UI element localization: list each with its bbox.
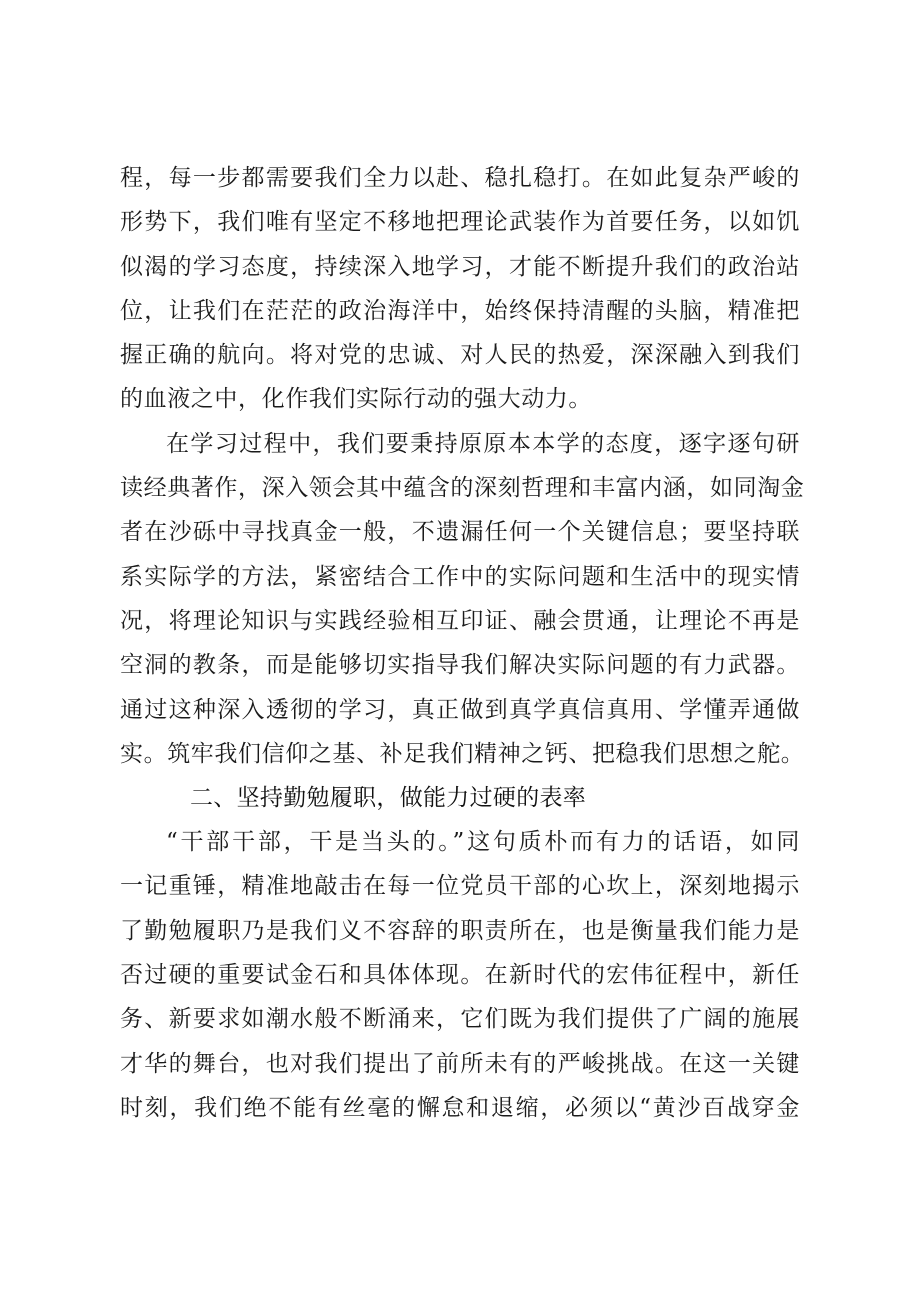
text-line: 否过硬的重要试金石和具体体现。在新时代的宏伟征程中，新任 [120, 962, 800, 989]
text-line: 程，每一步都需要我们全力以赴、稳扎稳打。在如此复杂严峻的 [120, 165, 800, 191]
text-line: 在学习过程中，我们要秉持原原本本学的态度，逐字逐句研 [166, 430, 800, 457]
paragraph-continuation [120, 156, 800, 422]
text-line: 握正确的航向。将对党的忠诚、对人民的热爱，深深融入到我们 [120, 342, 800, 369]
text-line: 系实际学的方法，紧密结合工作中的实际问题和生活中的现实情 [120, 563, 800, 590]
text-line: 读经典著作，深入领会其中蕴含的深刻哲理和丰富内涵，如同淘金 [120, 475, 805, 502]
text-line: 位，让我们在茫茫的政治海洋中，始终保持清醒的头脑，精准把 [120, 297, 800, 324]
paragraph-study-method [120, 422, 805, 776]
text-line: 实。筑牢我们信仰之基、补足我们精神之钙、把稳我们思想之舵。 [120, 740, 805, 767]
text-line: 空洞的教条，而是能够切实指导我们解决实际问题的有力武器。 [120, 652, 800, 679]
text-line: 似渴的学习态度，持续深入地学习，才能不断提升我们的政治站 [120, 253, 800, 280]
text-line: 的血液之中，化作我们实际行动的强大动力。 [120, 386, 592, 413]
paragraph-diligence [120, 820, 800, 1130]
text-line: 者在沙砾中寻找真金一般，不遗漏任何一个关键信息；要坚持联 [120, 519, 800, 546]
document-body [120, 156, 805, 1130]
text-line: 一记重锤，精准地敲击在每一位党员干部的心坎上，深刻地揭示 [120, 873, 800, 900]
text-line: 通过这种深入透彻的学习，真正做到真学真信真用、学懂弄通做 [120, 696, 800, 723]
text-line: 形势下，我们唯有坚定不移地把理论武装作为首要任务，以如饥 [120, 209, 800, 236]
text-line: 况，将理论知识与实践经验相互印证、融会贯通，让理论不再是 [120, 607, 800, 634]
text-line: 才华的舞台，也对我们提出了前所未有的严峻挑战。在这一关键 [120, 1050, 800, 1077]
text-line: 时刻，我们绝不能有丝毫的懈怠和退缩，必须以“黄沙百战穿金 [120, 1094, 800, 1121]
text-line: 了勤勉履职乃是我们义不容辞的职责所在，也是衡量我们能力是 [120, 917, 800, 944]
section-heading: 二、坚持勤勉履职，做能力过硬的表率 [190, 785, 587, 812]
text-line: “干部干部，干是当头的。”这句质朴而有力的话语，如同 [166, 829, 800, 856]
text-line: 务、新要求如潮水般不断涌来，它们既为我们提供了广阔的施展 [120, 1006, 800, 1033]
